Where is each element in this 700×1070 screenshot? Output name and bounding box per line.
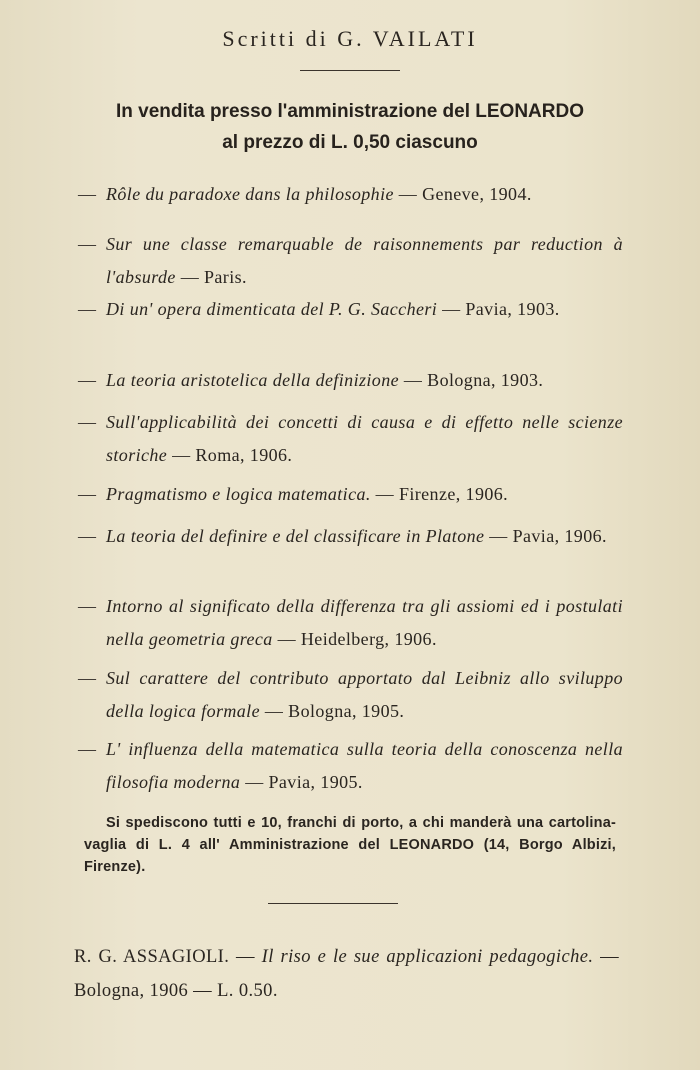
sale-notice-line-2: al prezzo di L. 0,50 ciascuno — [222, 132, 478, 153]
entry-place-date: — Heidelberg, 1906. — [272, 629, 437, 649]
entry-place-date: — Firenze, 1906. — [370, 484, 509, 504]
final-author: R. G. ASSAGIOLI. — [74, 947, 230, 967]
entry-place-date: — Roma, 1906. — [167, 445, 293, 465]
list-item — [78, 178, 623, 211]
list-item — [78, 590, 623, 656]
entry-dash: — — [78, 412, 97, 432]
entry-title: Sull'applicabilità dei concetti di causa e di effetto nelle scienze storiche — [106, 412, 623, 465]
entry-place-date: — Pavia, 1905. — [240, 772, 363, 792]
entry-place-date: — Bologna, 1903. — [398, 370, 544, 390]
final-separator: — — [229, 947, 262, 967]
divider-bottom — [268, 903, 398, 904]
entry-dash: — — [78, 370, 97, 390]
divider-top — [300, 70, 400, 71]
entry-title: Sur une classe remarquable de raisonnements par reduction à l'absurde — [106, 234, 623, 287]
entry-title: Rôle du paradoxe dans la philosophie — [106, 184, 394, 204]
entry-dash: — — [78, 739, 97, 759]
entry-dash: — — [78, 184, 97, 204]
entry-title: Intorno al significato della differenza tra gli assiomi ed i postulati nella geometria greca — [106, 596, 623, 649]
entry-place-date: — Geneve, 1904. — [393, 184, 532, 204]
shipping-note: Si spediscono tutti e 10, franchi di porto, a chi manderà una cartolina-vaglia di L. 4 all' Amministrazione del LEONARDO (14, Borgo Albizi, Firenze). — [84, 815, 616, 875]
list-item — [78, 478, 623, 511]
list-item — [78, 364, 623, 397]
final-place-price: — Bologna, 1906 — L. 0.50. — [74, 947, 620, 1001]
entry-place-date: — Pavia, 1903. — [437, 299, 560, 319]
entry-dash: — — [78, 299, 97, 319]
entry-title: Di un' opera dimenticata del P. G. Saccheri — [106, 299, 438, 319]
entry-title: Sul carattere del contributo apportato dal Leibniz allo sviluppo della logica formale — [106, 668, 623, 721]
list-item — [78, 406, 623, 472]
sale-notice-line-1: In vendita presso l'amministrazione del LEONARDO — [115, 101, 584, 122]
list-item — [78, 520, 623, 553]
list-item — [78, 293, 623, 326]
entry-title: La teoria aristotelica della definizione — [106, 370, 399, 390]
entry-title: Pragmatismo e logica matematica. — [106, 484, 371, 504]
final-entry — [74, 940, 619, 1008]
entry-title: L' influenza della matematica sulla teoria della conoscenza nella filosofia moderna — [106, 739, 623, 792]
entry-place-date: — Pavia, 1906. — [484, 526, 607, 546]
entry-place-date: — Paris. — [175, 267, 247, 287]
entry-title: La teoria del definire e del classificare in Platone — [106, 526, 485, 546]
list-item — [78, 662, 623, 728]
list-item — [78, 733, 623, 799]
entry-dash: — — [78, 526, 97, 546]
list-item — [78, 228, 623, 294]
final-title: Il riso e le sue applicazioni pedagogiche. — [261, 947, 594, 967]
entry-dash: — — [78, 234, 97, 254]
entry-place-date: — Bologna, 1905. — [259, 701, 405, 721]
entry-dash: — — [78, 596, 97, 616]
entry-dash: — — [78, 668, 97, 688]
page-title: Scritti di G. VAILATI — [222, 26, 478, 51]
entry-dash: — — [78, 484, 97, 504]
